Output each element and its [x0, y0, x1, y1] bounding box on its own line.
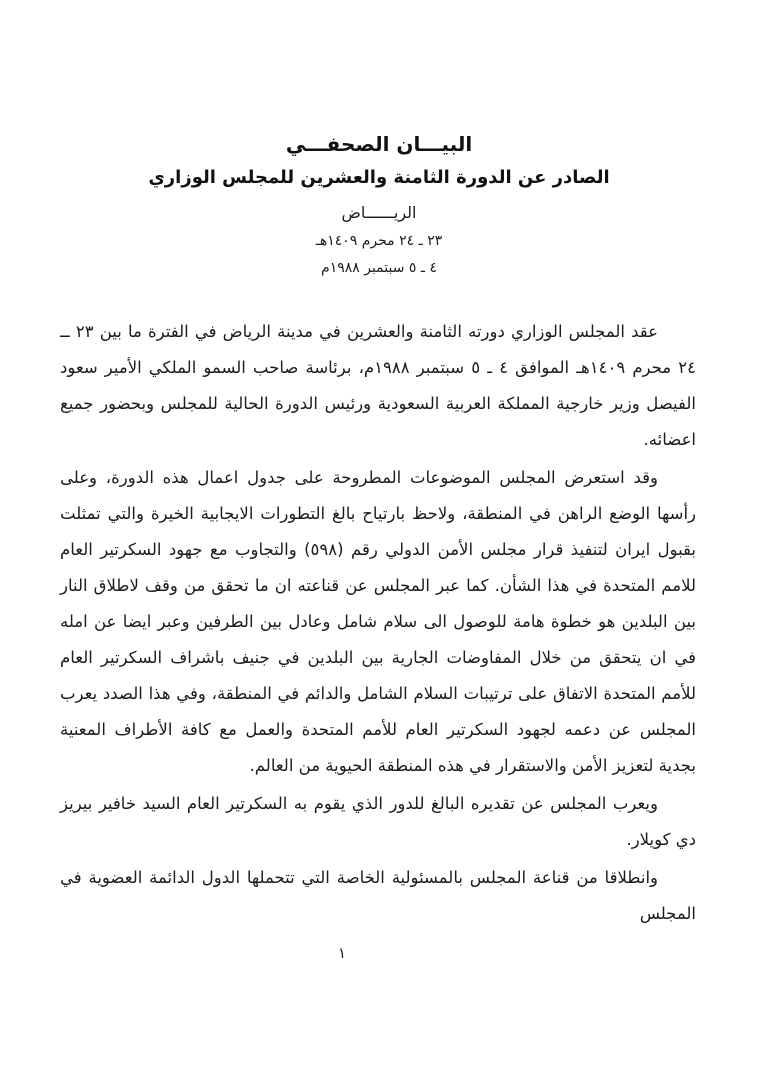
document-subtitle: الصادر عن الدورة الثامنة والعشرين للمجلس الوزاري: [148, 167, 610, 188]
paragraph-opening-session: عقد المجلس الوزاري دورته الثامنة والعشرين في مدينة الرياض في الفترة ما بين ٢٣ ــ ٢٤ محرم ١٤٠٩هـ الموافق ٤ ـ ٥ سبتمبر ١٩٨٨م، برئاسة صاحب السمو الملكي الأمير سعود الفيصل وزير خارجية المملكة العربية السعودية ورئيس الدورة الحالية للمجلس وبحضور جميع اعضائه.: [60, 322, 696, 449]
paragraph-agenda-review: وقد استعرض المجلس الموضوعات المطروحة على جدول اعمال هذه الدورة، وعلى رأسها الوضع الراهن في المنطقة، ولاحظ بارتياح بالغ التطورات الايجابية الخيرة والتي تمثلت بقبول ايران لتنفيذ قرار مجلس الأمن الدولي رقم (٥٩٨) والتجاوب مع جهود السكرتير العام للامم المتحدة في هذا الشأن. كما عبر المجلس عن قناعته ان ما تحقق من وقف لاطلاق النار بين البلدين هو خطوة هامة للوصول الى سلام شامل وعادل بين الطرفين وعبر ايضا عن امله في ان يتحقق من خلال المفاوضات الجارية بين البلدين في جنيف باشراف السكرتير العام للأمم المتحدة الاتفاق على ترتيبات السلام الشامل والدائم في المنطقة، وفي هذا الصدد يعرب المجلس عن دعمه لجهود السكرتير العام للأمم المتحدة والعمل مع كافة الأطراف المعنية بجدية لتعزيز الأمن والاستقرار في هذه المنطقة الحيوية من العالم.: [60, 468, 696, 775]
page-number: ١: [337, 944, 347, 962]
document-header: [0, 0, 758, 276]
document-title: البيـــان الصحفـــي: [285, 132, 473, 156]
hijri-date-line: ٢٣ ـ ٢٤ محرم ١٤٠٩هـ: [315, 233, 443, 249]
city-line: الريــــــاض: [341, 203, 417, 222]
gregorian-date-line: ٤ ـ ٥ سبتمبر ١٩٨٨م: [321, 260, 437, 276]
paragraph-permanent-members-responsibility: وانطلاقا من قناعة المجلس بالمسئولية الخاصة التي تتحملها الدول الدائمة العضوية في المجلس: [60, 868, 696, 923]
document-body: [0, 314, 758, 932]
paragraph-secretary-general-appreciation: ويعرب المجلس عن تقديره البالغ للدور الذي يقوم به السكرتير العام السيد خافير بيريز دي كويلار.: [60, 794, 696, 849]
